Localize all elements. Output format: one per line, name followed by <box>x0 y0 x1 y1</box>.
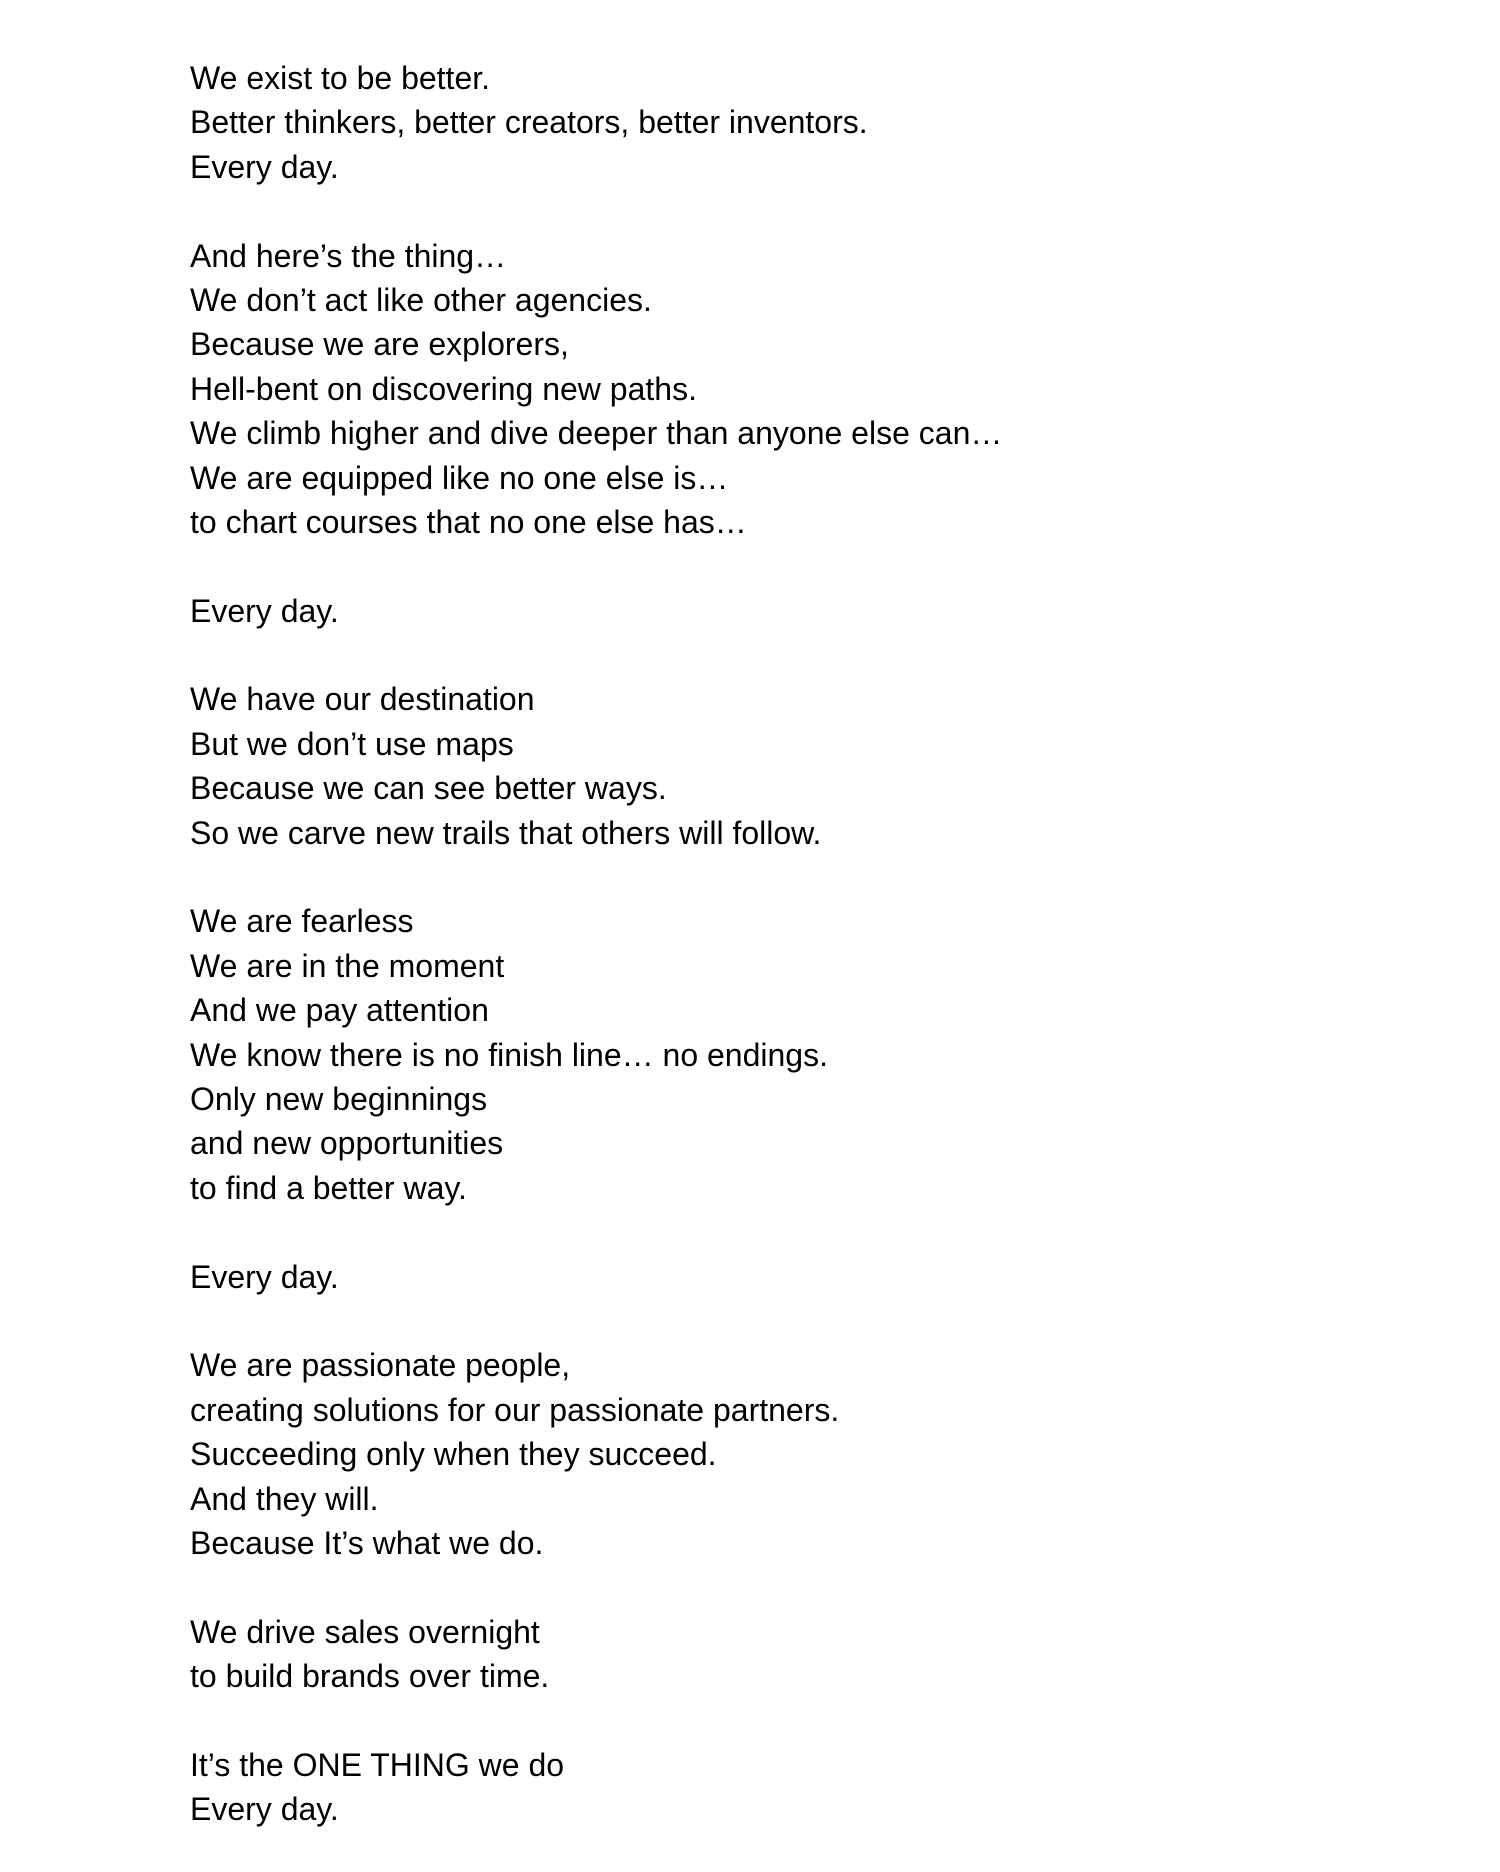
text-line: We climb higher and dive deeper than anyone else can… <box>190 415 1003 452</box>
stanza-3 <box>190 589 1390 633</box>
text-line: Every day. <box>190 1258 339 1295</box>
text-line: Every day. <box>190 592 339 629</box>
text-line: We are passionate people, <box>190 1347 571 1384</box>
text-line: We are in the moment <box>190 947 505 984</box>
text-line: to find a better way. <box>190 1169 467 1206</box>
stanza-8 <box>190 1610 1390 1699</box>
text-line: Succeeding only when they succeed. <box>190 1436 717 1473</box>
text-line: Because we are explorers, <box>190 326 569 363</box>
document-text <box>190 56 1390 1832</box>
stanza-2 <box>190 234 1390 545</box>
stanza-1 <box>190 56 1390 189</box>
text-line: And here’s the thing… <box>190 237 507 274</box>
text-line: Only new beginnings <box>190 1080 488 1117</box>
text-line: It’s the ONE THING we do <box>190 1746 565 1783</box>
text-line: Every day. <box>190 148 339 185</box>
text-line: creating solutions for our passionate partners. <box>190 1391 840 1428</box>
text-line: Because It’s what we do. <box>190 1524 544 1561</box>
text-line: Better thinkers, better creators, better inventors. <box>190 104 868 141</box>
text-line: We know there is no finish line… no endings. <box>190 1036 828 1073</box>
stanza-7 <box>190 1343 1390 1565</box>
text-line: to build brands over time. <box>190 1658 550 1695</box>
text-line: Every day. <box>190 1791 339 1828</box>
text-line: And we pay attention <box>190 992 489 1029</box>
text-line: But we don’t use maps <box>190 725 514 762</box>
text-line: to chart courses that no one else has… <box>190 503 747 540</box>
text-line: We are equipped like no one else is… <box>190 459 729 496</box>
text-line: Hell-bent on discovering new paths. <box>190 370 697 407</box>
text-line: So we carve new trails that others will follow. <box>190 814 822 851</box>
text-line: We are fearless <box>190 903 414 940</box>
stanza-4 <box>190 677 1390 855</box>
text-line: We don’t act like other agencies. <box>190 281 652 318</box>
text-line: Because we can see better ways. <box>190 770 667 807</box>
text-line: We have our destination <box>190 681 535 718</box>
stanza-6 <box>190 1255 1390 1299</box>
text-line: And they will. <box>190 1480 379 1517</box>
stanza-9 <box>190 1743 1390 1832</box>
text-line: and new opportunities <box>190 1125 504 1162</box>
stanza-5 <box>190 899 1390 1210</box>
text-line: We exist to be better. <box>190 60 491 96</box>
text-line: We drive sales overnight <box>190 1613 540 1650</box>
